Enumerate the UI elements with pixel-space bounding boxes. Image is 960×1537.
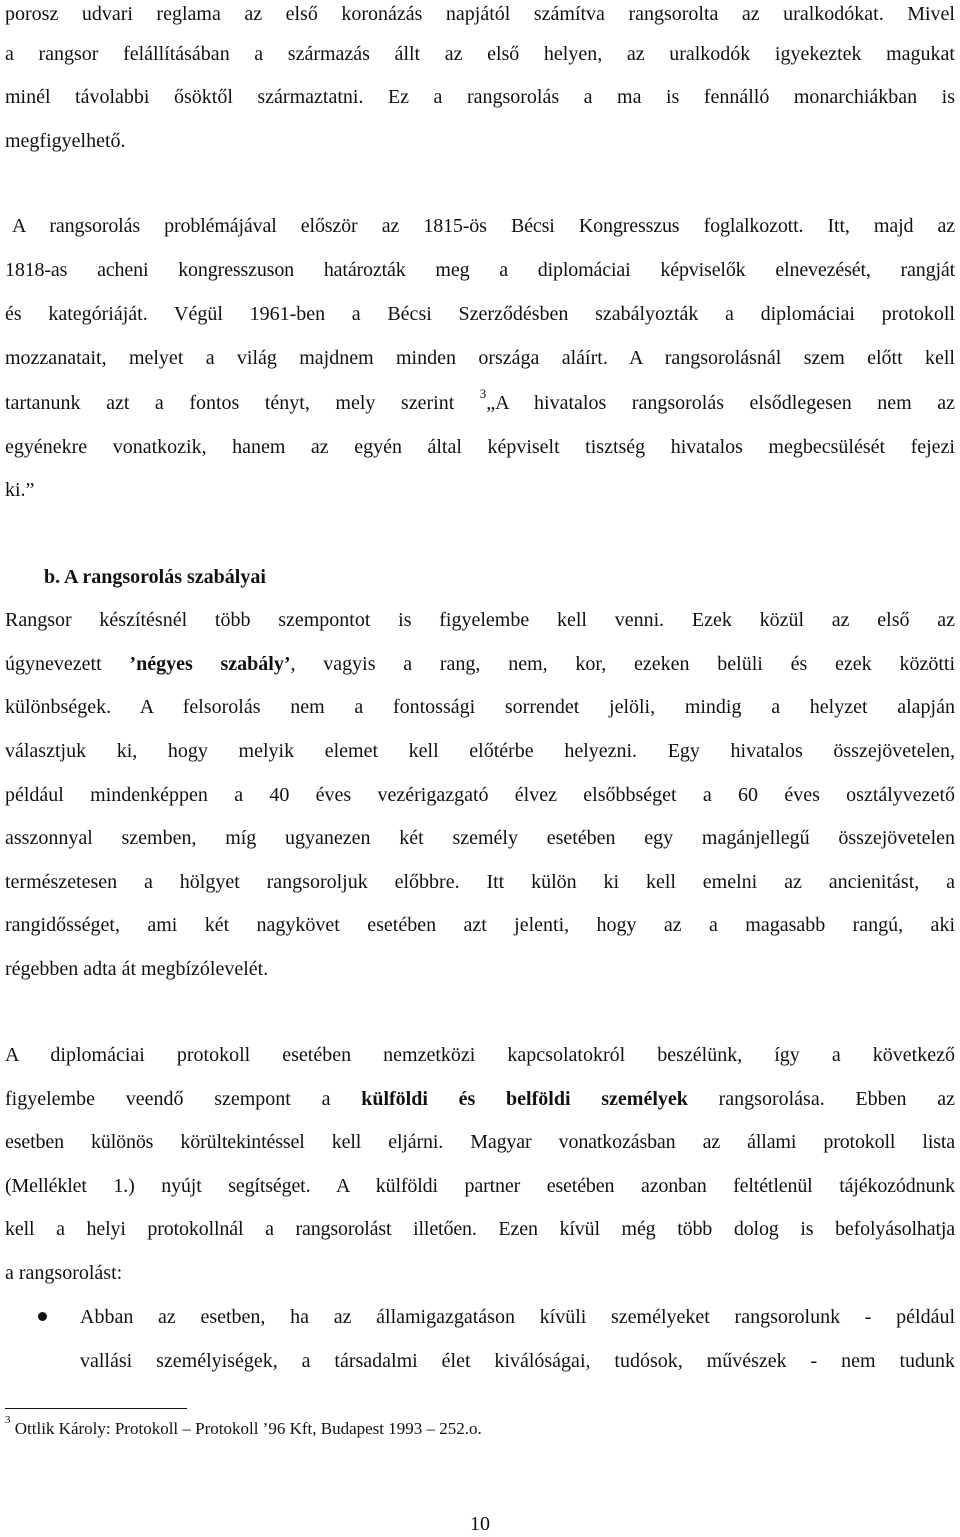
paragraph-line: választjuk ki, hogy melyik elemet kell előtérbe helyezni. Egy hivatalos összejövetelen, [5,740,955,762]
paragraph-line: megfigyelhető. [5,130,126,152]
text-run: rangsorolása. Ebben az [718,1088,956,1110]
paragraph-line: a rangsor felállításában a származás állt az első helyen, az uralkodók igyekeztek magukat [5,43,955,65]
paragraph-line: mozzanatait, melyet a világ majdnem minden országa aláírt. A rangsorolásnál szem előtt kell [5,347,955,369]
paragraph-line: A rangsorolás problémájával először az 1815-ös Bécsi Kongresszus foglalkozott. Itt, majd az [12,215,955,237]
paragraph-line: egyénekre vonatkozik, hanem az egyén által képviselt tisztség hivatalos megbecsülését fejezi [5,436,955,458]
text-run: , vagyis a rang, nem, kor, ezeken belüli és ezek közötti [290,653,955,675]
paragraph-line-with-footnote-ref [5,386,955,417]
paragraph-line: a rangsorolást: [5,1262,123,1284]
paragraph-line: minél távolabbi ősöktől származtatni. Ez a rangsorolás a ma is fennálló monarchiákban is [5,86,955,108]
footnote-separator [5,1408,187,1409]
paragraph-line: és kategóriáját. Végül 1961-ben a Bécsi Szerződésben szabályozták a diplomáciai protokoll [5,303,955,325]
page-number: 10 [470,1513,490,1535]
bullet-line: Abban az esetben, ha az államigazgatáson kívüli személyeket rangsorolunk - például [80,1306,955,1328]
paragraph-line [5,650,955,678]
bullet-icon [38,1312,47,1321]
paragraph-line: asszonnyal szemben, míg ugyanezen két személy esetében egy magánjellegű összejövetelen [5,827,955,849]
footnote-text: Ottlik Károly: Protokoll – Protokoll ’96 Kft, Budapest 1993 – 252.o. [14,1419,482,1438]
paragraph-line: például mindenképpen a 40 éves vezérigazgató élvez elsőbbséget a 60 éves osztályvezető [5,784,955,806]
footnote-number: 3 [5,1414,11,1427]
text-run: tartanunk azt a fontos tényt, mely szerint [5,392,455,414]
text-run: „A hivatalos rangsorolás elsődlegesen nem az [486,392,955,414]
paragraph-line: különbségek. A felsorolás nem a fontossági sorrendet jelöli, mindig a helyzet alapján [5,696,955,718]
paragraph-line: porosz udvari reglama az első koronázás napjától számítva rangsorolta az uralkodókat. Mivel [5,3,955,25]
paragraph-line: A diplomáciai protokoll esetében nemzetközi kapcsolatokról beszélünk, így a következő [5,1044,955,1066]
paragraph-line: természetesen a hölgyet rangsoroljuk előbbre. Itt külön ki kell emelni az ancienitást, a [5,871,955,893]
paragraph-line: ki.” [5,479,35,501]
paragraph-line: 1818-as acheni kongresszuson határozták meg a diplomáciai képviselők elnevezését, rangját [5,259,955,281]
paragraph-line: Rangsor készítésnél több szempontot is figyelembe kell venni. Ezek közül az első az [5,609,955,631]
bold-term: külföldi és belföldi személyek [361,1088,688,1110]
paragraph-line [5,1085,955,1113]
section-heading: b. A rangsorolás szabályai [44,566,266,588]
text-run: figyelembe veendő szempont a [5,1088,331,1110]
bullet-line: vallási személyiségek, a társadalmi élet kiválóságai, tudósok, művészek - nem tudunk [80,1350,955,1372]
paragraph-line: régebben adta át megbízólevelét. [5,958,269,980]
paragraph-line: rangidősséget, ami két nagykövet esetében azt jelenti, hogy az a magasabb rangú, aki [5,914,955,936]
text-run: úgynevezett [5,653,102,675]
paragraph-line: esetben különös körültekintéssel kell eljárni. Magyar vonatkozásban az állami protokoll lista [5,1131,955,1153]
paragraph-line: kell a helyi protokollnál a rangsorolást illetően. Ezen kívül még több dolog is befolyásolhatja [5,1218,955,1240]
footnote [5,1414,482,1440]
footnote-reference[interactable]: 3 [479,386,487,402]
bold-term: ’négyes szabály’ [129,653,291,675]
paragraph-line: (Melléklet 1.) nyújt segítséget. A külföldi partner esetében azonban feltétlenül tájékozódnunk [5,1175,955,1197]
